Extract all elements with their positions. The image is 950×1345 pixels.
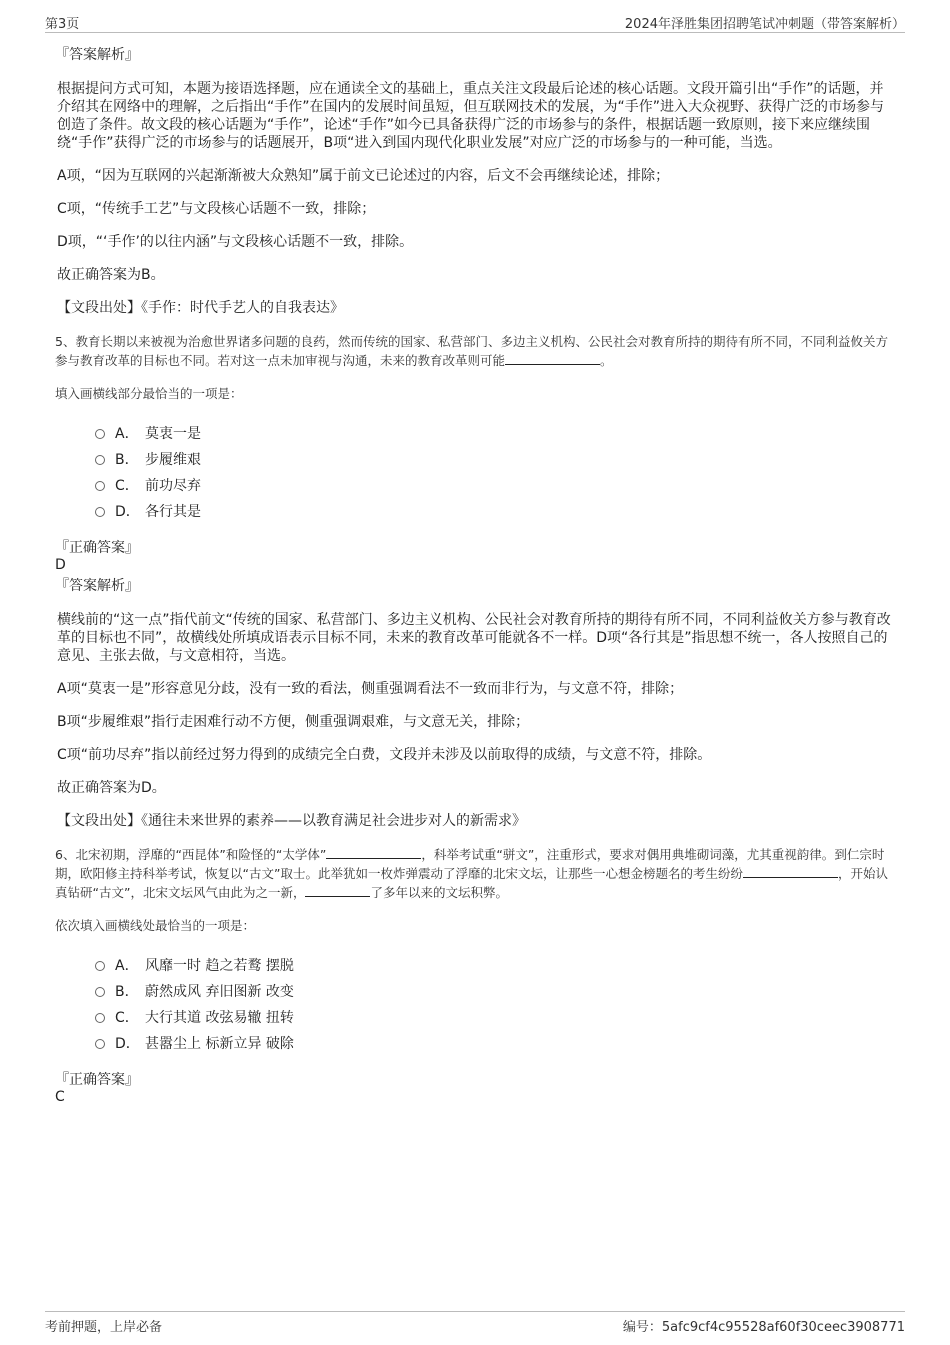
fill-blank xyxy=(305,884,370,897)
correct-answer-label: 『正确答案』 xyxy=(55,540,139,556)
option-a[interactable]: A． 莫衷一是 xyxy=(95,421,895,447)
correct-answer-label: 『正确答案』 xyxy=(55,1072,139,1088)
option-a[interactable]: A． 风靡一时 趋之若鹜 摆脱 xyxy=(95,953,895,979)
analysis-label: 『答案解析』 xyxy=(55,47,139,63)
page-footer xyxy=(45,1311,905,1336)
option-b[interactable]: B． 蔚然成风 弃旧图新 改变 xyxy=(95,979,895,1005)
page-header xyxy=(45,12,905,33)
document-title: 2024年泽胜集团招聘笔试冲刺题（带答案解析） xyxy=(624,17,905,32)
option-list xyxy=(95,421,895,525)
fill-blank xyxy=(505,352,600,365)
fill-blank xyxy=(743,865,838,878)
footer-slogan: 考前押题，上岸必备 xyxy=(45,1320,163,1335)
radio-icon[interactable] xyxy=(95,961,105,971)
radio-icon[interactable] xyxy=(95,1013,105,1023)
option-d[interactable]: D． 各行其是 xyxy=(95,499,895,525)
question-prompt: 填入画横线部分最恰当的一项是： xyxy=(55,386,243,401)
analysis-paragraph: D项，“‘手作’的以往内涵”与文段核心话题不一致，排除。 xyxy=(57,234,414,250)
option-b[interactable]: B． 步履维艰 xyxy=(95,447,895,473)
fill-blank xyxy=(326,846,421,859)
radio-icon[interactable] xyxy=(95,507,105,517)
option-list xyxy=(95,953,895,1057)
option-c[interactable]: C． 大行其道 改弦易辙 扭转 xyxy=(95,1005,895,1031)
analysis-paragraph: C项，“传统手工艺”与文段核心话题不一致，排除； xyxy=(57,201,376,217)
radio-icon[interactable] xyxy=(95,429,105,439)
radio-icon[interactable] xyxy=(95,1039,105,1049)
question-prompt: 依次填入画横线处最恰当的一项是： xyxy=(55,918,256,933)
analysis-paragraph: B项“步履维艰”指行走困难行动不方便，侧重强调艰难，与文意无关，排除； xyxy=(57,714,530,730)
source-citation: 【文段出处】《通往未来世界的素养——以教育满足社会进步对人的新需求》 xyxy=(57,813,526,829)
option-d[interactable]: D． 甚嚣尘上 标新立异 破除 xyxy=(95,1031,895,1057)
radio-icon[interactable] xyxy=(95,481,105,491)
correct-answer: C xyxy=(55,1089,65,1105)
radio-icon[interactable] xyxy=(95,987,105,997)
radio-icon[interactable] xyxy=(95,455,105,465)
source-citation: 【文段出处】《手作：时代手艺人的自我表达》 xyxy=(57,300,344,316)
question-stem: 6、北宋初期，浮靡的“西昆体”和险怪的“太学体” ，科举考试重“骈文”，注重形式，要求对偶用典堆砌词藻，尤其重视韵律。到仁宗时期，欧阳修主持科举考试，恢复以“古文”取士。此举犹如一枚炸弹震动了浮靡的北宋文坛，让那些一心想金榜题名的考生纷纷 ，开始认真钻研“古文”，北宋文坛风气由此为之一新， 了多年以来的文坛积弊。 xyxy=(55,847,888,900)
question-stem: 5、教育长期以来被视为治愈世界诸多问题的良药，然而传统的国家、私营部门、多边主义机构、公民社会对教育所持的期待有所不同，不同利益攸关方参与教育改革的目标也不同。若对这一点未加审视与沟通，未来的教育改革则可能 。 xyxy=(55,334,888,368)
analysis-paragraph: C项“前功尽弃”指以前经过努力得到的成绩完全白费，文段并未涉及以前取得的成绩，与文意不符，排除。 xyxy=(57,747,712,763)
analysis-paragraph: 横线前的“这一点”指代前文“传统的国家、私营部门、多边主义机构、公民社会对教育所持的期待有所不同，不同利益攸关方参与教育改革的目标也不同”，故横线处所填成语表示目标不同，未来的教育改革可能就各不一样。D项“各行其是”指思想不统一，各人按照自己的意见、主张去做，与文意相符，当选。 xyxy=(57,612,891,664)
analysis-paragraph: 根据提问方式可知，本题为接语选择题，应在通读全文的基础上，重点关注文段最后论述的核心话题。文段开篇引出“手作”的话题，并介绍其在网络中的理解，之后指出“手作”在国内的发展时间虽短，但互联网技术的发展，为“手作”进入大众视野、获得广泛的市场参与创造了条件。故文段的核心话题为“手作”，论述“手作”如今已具备获得广泛的市场参与的条件，根据话题一致原则，接下来应继续围绕“手作”获得广泛的市场参与的话题展开，B项“进入到国内现代化职业发展”对应广泛的市场参与的一种可能，当选。 xyxy=(57,81,885,151)
analysis-paragraph: A项，“因为互联网的兴起渐渐被大众熟知”属于前文已论述过的内容，后文不会再继续论述，排除； xyxy=(57,168,670,184)
page-number: 第3页 xyxy=(45,17,80,32)
document-body xyxy=(55,44,895,1107)
correct-answer: D xyxy=(55,557,66,573)
analysis-conclusion: 故正确答案为B。 xyxy=(57,267,165,283)
analysis-paragraph: A项“莫衷一是”形容意见分歧，没有一致的看法，侧重强调看法不一致而非行为，与文意不符，排除； xyxy=(57,681,684,697)
option-c[interactable]: C． 前功尽弃 xyxy=(95,473,895,499)
analysis-conclusion: 故正确答案为D。 xyxy=(57,780,166,796)
analysis-label: 『答案解析』 xyxy=(55,578,139,594)
document-id: 编号：5afc9cf4c95528af60f30ceec3908771 xyxy=(622,1320,905,1335)
